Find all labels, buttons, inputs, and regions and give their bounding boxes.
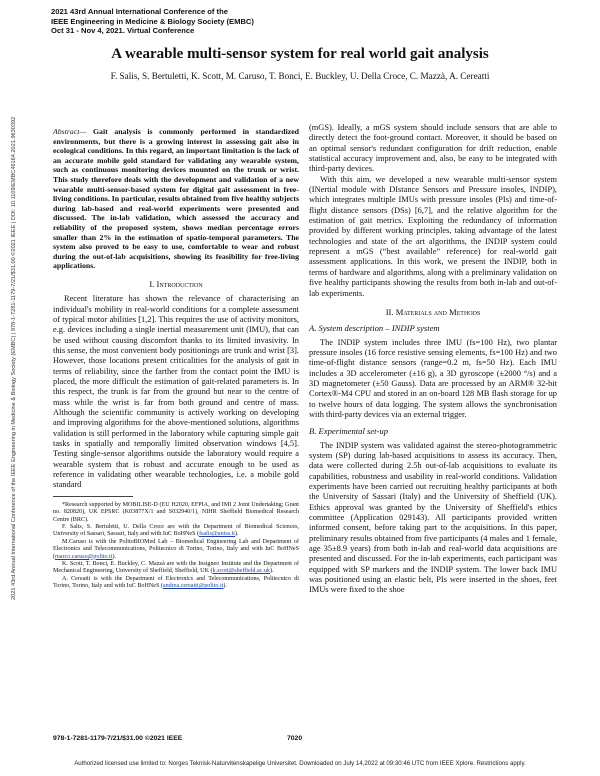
footer-isbn: 978-1-7281-1179-7/21/$31.00 ©2021 IEEE <box>53 735 183 742</box>
sidebar <box>4 0 18 776</box>
license-notice: Authorized licensed use limited to: Norges Teknisk-Naturvitenskapelige Universitet. Downloaded on July 14,2022 at 09:30:46 UTC from IEEE Xplore. Restrictions apply. <box>74 760 526 767</box>
conference-line-1: 2021 43rd Annual International Conference of the <box>51 7 228 16</box>
footnote-affiliation-1: F. Salis, S. Bertuletti, U. Della Croce are with the Department of Biomedical Sciences, University of Sassari, Sassari, Italy and with IuC BoHNeS (fsalis@uniss.it). <box>53 524 299 538</box>
email-link-caruso[interactable]: marco.caruso@polito.it <box>55 553 113 560</box>
subsection-b-heading: B. Experimental set-up <box>309 426 388 437</box>
abstract: Abstract— Gait analysis is commonly performed in standardized environments, but there is a growing interest in assessing gait also in ecological conditions. In this regard, an important limitation is the lack of an accurate mobile gold standard for validating any wearable system, such as continuous monitoring devices mounted on the trunk or wrist. This study therefore deals with the development and validation of a new wearable multi-sensor-based system for digital gait assessment in free-living conditions. In particular, results obtained from five healthy subjects during lab-based and real-world experiments were presented and discussed. The in-lab validation, which assessed the accuracy and reliability of the proposed system, shows median percentage errors smaller than 2% in the estimation of spatio-temporal parameters. The system also proved to be easy to use, comfortable to wear and robust during the out-of-lab acquisitions, showing its feasibility for free-living applications. <box>53 127 300 271</box>
email-link-scott[interactable]: k.scott@sheffield.ac.uk <box>212 568 270 575</box>
abstract-label: Abstract <box>53 127 80 136</box>
sidebar-doi-text: 2021 43rd Annual International Conference of the IEEE Engineering in Medicine & Biology Society (EMBC) | 978-1-7281-1179-7/21/$31.00 ©2021 IEEE | DOI: 10.1109/EMBC46164.2021.9630392 <box>11 116 17 600</box>
footnote-rule <box>53 496 133 497</box>
introduction-heading: I. Introduction <box>149 278 203 289</box>
footnote-affiliation-4: A. Cereatti is with the Department of Electronics and Telecommunications, Politecnico di Torino, Torino, Italy and with IuC BoHNeS (andrea.cereatti@polito.it). <box>53 575 299 590</box>
conference-line-2: IEEE Engineering in Medicine & Biology Society (EMBC) <box>51 16 254 26</box>
footnote-funding: *Research supported by MOBILISE-D (EU H2020, EFPIA, and IMI 2 Joint Undertaking; Grant no. 820820), UK EPSRC (K03877X/1 and S032940/1), NIHR Sheffield Biomedical Research Centre (BRC). <box>53 501 299 523</box>
right-column <box>309 123 557 596</box>
conference-line-3: Oct 31 - Nov 4, 2021. Virtual Conference <box>51 26 195 36</box>
introduction-paragraph: Recent literature has shown the relevance of characterising an individual's mobility in real-world conditions for a complete assessment of typical motor abilities [1,2]. This requires the use of activity monitors, e.g. devices including a single inertial measurement unit (IMU), that can be used without causing discomfort thanks to its limited invasivity. In this sense, the most convenient body positionings are trunk and wrist [3]. However, those locations present criticalities for the analysis of gait in terms of reliability, since the farther from the contact point the IMU is placed, the more difficult the estimation of gait-related parameters is. In this respect, the trunk is far from the ground but near to the centre of mass while the wrist is far from both ground and centre of mass. Although the scientific community is actively working on developing and improving algorithms for the above-mentioned solutions, algorithms validation is still performed in the laboratory while capturing simple gait tasks in spatially and temporally limited observation windows [4,5]. Testing single-sensor algorithms outside the laboratory would require a wearable system that is robust and accurate enough to be used as reference in validating other wearable technologies, i.e. a mobile gold standard <box>53 294 299 490</box>
paper-title: A wearable multi-sensor system for real world gait analysis <box>111 46 489 62</box>
footnotes <box>53 502 299 591</box>
author-list: F. Salis, S. Bertuletti, K. Scott, M. Caruso, T. Bonci, E. Buckley, U. Della Croce, C. Mazzà, A. Cereatti <box>110 71 490 81</box>
intro-continuation: (mGS). Ideally, a mGS system should include sensors that are able to directly detect the foot-ground contact. Moreover, it should be based on an optimal sensor's redundant configuration for drift reduction, enable statistical accuracy improvement and, also, be easy to be integrated with third-party devices. <box>309 123 557 174</box>
methods-heading: II. Materials and Methods <box>385 306 481 317</box>
footnote-affiliation-2: M.Caruso is with the PolitoBIOMed Lab – Biomedical Engineering Lab and Department of Electronics and Telecommunications, Politecnico di Torino, Torino, Italy and with IuC BoHNeS (marco.caruso@polito.it). <box>53 538 299 560</box>
subsection-a-heading: A. System description – INDIP system <box>309 323 440 334</box>
footnote-affiliation-3: K. Scott, T. Bonci, E. Buckley, C. Mazzà are with the Insigneo Institute and the Department of Mechanical Engineering, University of Sheffield, Sheffield, UK (k.scott@sheffield.ac.uk). <box>53 561 299 575</box>
email-link-cereatti[interactable]: andrea.cereatti@polito.it <box>162 583 224 590</box>
intro-paragraph-2: With this aim, we developed a new wearable multi-sensor system (INertial module with DIstance Sensors and Pressure insoles, INDIP), which integrates multiple IMUs with pressure insoles (PIs) and time-of-flight distance sensors (DSs) [6,7], and the relative algorithm for the estimation of gait metrics. Exploiting the redundancy of information provided by different working principles, taking advantage of the latest technologies and state of the art algorithms, the INDIP system could represent a mGS (“best available” reference) for real-world gait assessment applications. In this work, we present the INDIP, both in terms of hardware and algorithms, along with a preliminary validation on five healthy participants showing the results from both in-lab and out-of-lab experiments. <box>309 174 557 298</box>
email-link-salis[interactable]: fsalis@uniss.it <box>199 531 235 538</box>
left-column <box>53 127 299 591</box>
conference-header <box>51 7 254 36</box>
abstract-text: Gait analysis is commonly performed in standardized environments, but there is a growing interest in assessing gait also in ecological conditions. In this regard, an important limitation is the lack of an accurate mobile gold standard for validating any wearable system, such as continuous monitoring devices mounted on the trunk or wrist. This study therefore deals with the development and validation of a new wearable multi-sensor-based system for digital gait assessment in free-living conditions. In particular, results obtained from five healthy subjects during lab-based and real-world experiments were presented and discussed. The in-lab validation, which assessed the accuracy and reliability of the proposed system, shows median percentage errors smaller than 2% in the estimation of spatio-temporal parameters. The system also proved to be easy to use, comfortable to wear and robust during the out-of-lab acquisitions, showing its feasibility for free-living applications. <box>53 127 300 271</box>
subsection-b-text: The INDIP system was validated against the stereo-photogrammetric system (SP) during lab-based acquisitions to assess its accuracy. Then, data were collected during 2.5h out-of-lab acquisitions to evaluate its capabilities, robustness and usability in real-world conditions. Validation experiments have been carried out recruiting healthy participants at both the University of Sassari (Italy) and the University of Sheffield (UK). Ethics approval was granted by the University of Sheffield's ethics committee (Application 029143). All participants provided written informed consent, before taking part to the acquisitions. In this paper, preliminary results obtained from five participants (4 males and 1 female, age 35±8.9 years) from both in-lab and real-world data acquisitions are presented and discussed. For the in-lab experiments, each participant was equipped with SP markers and the INDIP system. The lower back IMU was positioned using an elastic belt, PIs were inserted in the shoes, feet IMUs were fixed to the shoe <box>309 440 557 595</box>
subsection-a-text: The INDIP system includes three IMU (fs=100 Hz), two plantar pressure insoles (16 force resistive sensing elements, fs=100 Hz) and two time-of-flight distance sensors (range=0.2 m, fs=50 Hz). Each IMU includes a 3D accelerometer (±16 g), a 3D gyroscope (±2000 °/s) and a 3D magnetometer (±50 Gauss). Data are processed by an ARM® 32-bit Cortex®-M4 CPU and stored in an on-board 128 MB flash storage for up to twelve hours of data logging. The system allows the synchronisation with third-party devices via an external trigger. <box>309 337 557 419</box>
footer-page-number: 7020 <box>287 735 303 742</box>
